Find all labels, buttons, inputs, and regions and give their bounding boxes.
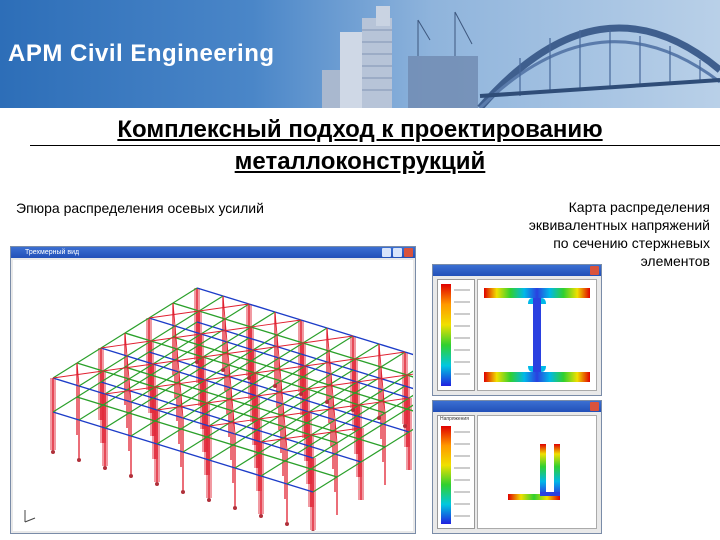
- beam: [379, 344, 405, 352]
- beam: [77, 348, 101, 363]
- beam: [209, 445, 233, 460]
- beam: [197, 288, 223, 296]
- beam: [313, 477, 337, 492]
- support-node: [403, 424, 407, 428]
- caption-stress-map-line4: элементов: [640, 253, 710, 269]
- beam: [361, 447, 385, 462]
- beam: [251, 312, 275, 327]
- support-node: [273, 384, 277, 388]
- beam: [105, 413, 129, 428]
- beam: [251, 327, 277, 335]
- support-node: [195, 360, 199, 364]
- beam: [249, 304, 275, 312]
- close-button[interactable]: [590, 266, 599, 275]
- tee-stress-map: [478, 416, 596, 528]
- beam: [173, 288, 197, 303]
- support-node: [51, 450, 55, 454]
- support-node: [351, 408, 355, 412]
- title-underline: [30, 145, 720, 146]
- caption-axial-forces: Эпюра распределения осевых усилий: [16, 200, 264, 216]
- legend-gradient: [438, 416, 474, 528]
- caption-stress-map-line2: эквивалентных напряжений: [528, 217, 710, 233]
- page-title-line2: металлоконструкций: [234, 148, 486, 175]
- beam: [275, 312, 301, 320]
- beam: [53, 397, 77, 412]
- beam: [327, 328, 353, 336]
- beam: [149, 318, 175, 326]
- ibeam-section-view[interactable]: [477, 279, 597, 391]
- support-node: [129, 474, 133, 478]
- beam: [303, 343, 329, 351]
- beam: [201, 319, 225, 334]
- beam: [199, 311, 225, 319]
- minimize-button[interactable]: [382, 248, 391, 257]
- legend-gradient: [438, 280, 474, 390]
- window-titlebar[interactable]: [11, 247, 415, 258]
- beam: [225, 304, 249, 319]
- support-node: [247, 376, 251, 380]
- support-node: [311, 530, 315, 531]
- page-title-line1: Комплексный подход к проектированию: [117, 116, 603, 143]
- support-node: [259, 514, 263, 518]
- beam: [355, 359, 381, 367]
- structure-3d-window[interactable]: [10, 246, 416, 534]
- beam: [261, 461, 285, 476]
- beam: [101, 333, 125, 348]
- beam: [303, 328, 327, 343]
- support-node: [155, 482, 159, 486]
- beam: [277, 320, 301, 335]
- beam: [261, 476, 287, 484]
- beam: [53, 412, 79, 420]
- beam: [355, 344, 379, 359]
- close-button[interactable]: [404, 248, 413, 257]
- beam: [223, 296, 249, 304]
- support-node: [221, 368, 225, 372]
- beam: [199, 296, 223, 311]
- section-stress-window-tee[interactable]: [432, 400, 602, 534]
- beam: [105, 428, 131, 436]
- support-node: [233, 506, 237, 510]
- support-node: [103, 466, 107, 470]
- steel-frame-axial-force-diagram: [13, 260, 413, 531]
- beam: [157, 429, 181, 444]
- caption-stress-map-line3: по сечению стержневых: [553, 235, 710, 251]
- beam: [381, 352, 405, 367]
- axis-x: [25, 518, 35, 522]
- section-stress-window-ibeam[interactable]: [432, 264, 602, 396]
- support-node: [285, 522, 289, 526]
- maximize-button[interactable]: [393, 248, 402, 257]
- beam: [53, 363, 77, 378]
- legend-header: Напряжения: [440, 416, 469, 422]
- beam: [253, 335, 277, 350]
- support-node: [181, 490, 185, 494]
- ibeam-stress-map: [478, 280, 596, 390]
- beam: [357, 367, 381, 382]
- structure-3d-viewport[interactable]: [13, 260, 413, 531]
- beam: [305, 351, 329, 366]
- beam: [149, 303, 173, 318]
- beam: [125, 318, 149, 333]
- beam: [53, 378, 79, 386]
- support-node: [207, 498, 211, 502]
- caption-stress-map: [430, 198, 710, 270]
- beam: [329, 336, 353, 351]
- beam: [101, 348, 127, 356]
- beam: [353, 336, 379, 344]
- support-node: [377, 416, 381, 420]
- header-banner: [0, 0, 720, 108]
- support-node: [77, 458, 81, 462]
- beam: [301, 320, 327, 328]
- support-node: [299, 392, 303, 396]
- caption-stress-map-line1: Карта распределения: [568, 199, 710, 215]
- tee-section-view[interactable]: [477, 415, 597, 529]
- support-node: [325, 400, 329, 404]
- window-titlebar[interactable]: [433, 401, 601, 412]
- window-title: Трехмерный вид: [25, 249, 80, 256]
- close-button[interactable]: [590, 402, 599, 411]
- window-titlebar[interactable]: [433, 265, 601, 276]
- beam: [209, 460, 235, 468]
- banner-title: APM Civil Engineering: [8, 40, 275, 67]
- stress-color-legend: [437, 415, 475, 529]
- stress-color-legend: [437, 279, 475, 391]
- beam: [151, 326, 175, 341]
- beam: [157, 444, 183, 452]
- beam: [103, 356, 127, 371]
